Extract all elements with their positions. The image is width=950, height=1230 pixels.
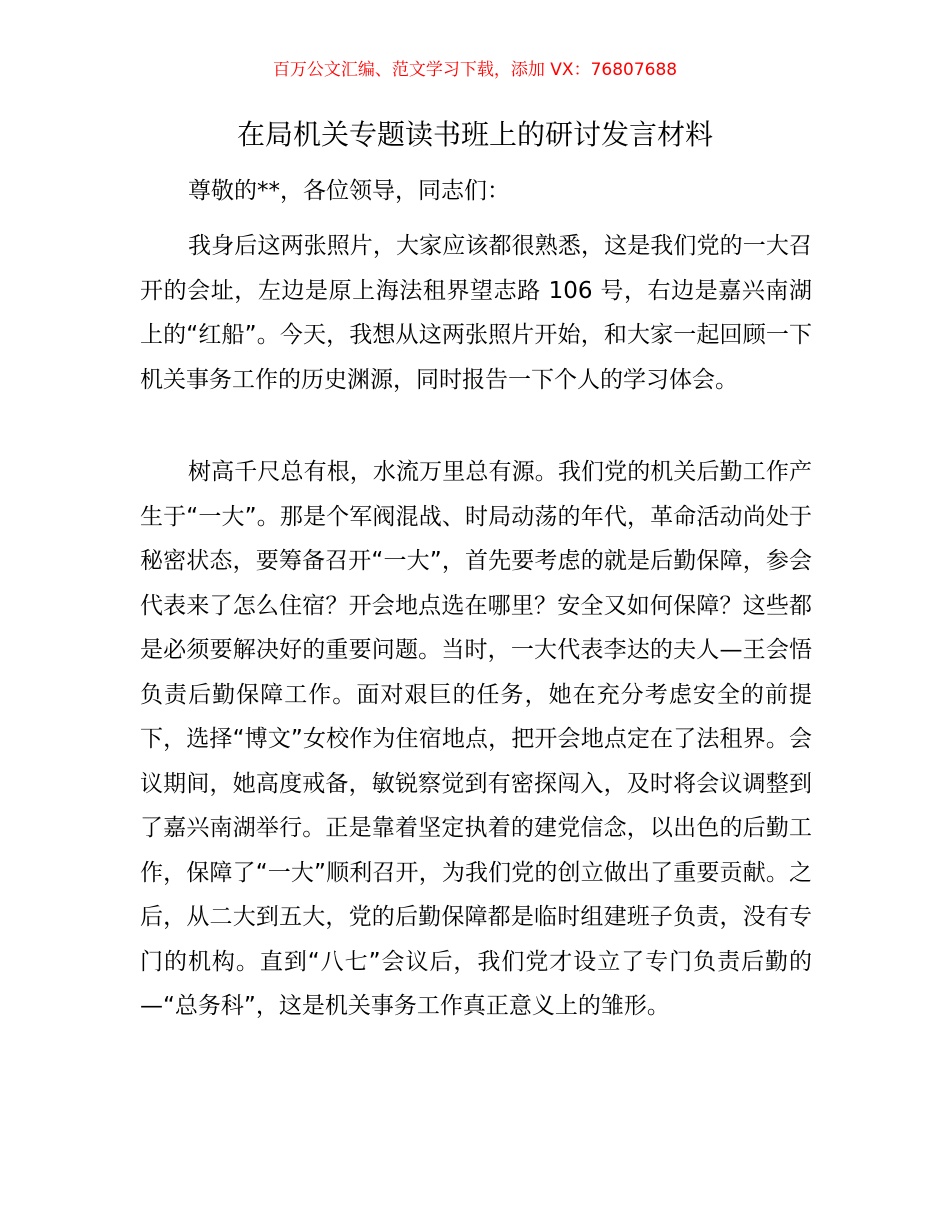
- document-title: 在局机关专题读书班上的研讨发言材料: [236, 118, 713, 151]
- salutation: 尊敬的**，各位领导，同志们：: [188, 178, 510, 204]
- paragraph: 树高千尺总有根，水流万里总有源。我们党的机关后勤工作产生于“一大”。那是个军阀混战、时局动荡的年代，革命活动尚处于秘密状态，要筹备召开“一大”，首先要考虑的就是后勤保障，参会代表来了怎么住宿？开会地点选在哪里？安全又如何保障？这些都是必须要解决好的重要问题。当时，一大代表李达的夫人—王会悟负责后勤保障工作。面对艰巨的任务，她在充分考虑安全的前提下，选择“博文”女校作为住宿地点，把开会地点定在了法租界。会议期间，她高度戒备，敏锐察觉到有密探闯入，及时将会议调整到了嘉兴南湖举行。正是靠着坚定执着的建党信念，以出色的后勤工作，保障了“一大”顺利召开，为我们党的创立做出了重要贡献。之后，从二大到五大，党的后勤保障都是临时组建班子负责，没有专门的机构。直到“八七”会议后，我们党才设立了专门负责后勤的—“总务科”，这是机关事务工作真正意义上的雏形。: [140, 459, 812, 1019]
- header-note: 百万公文汇编、范文学习下载，添加 VX：76807688: [272, 60, 678, 80]
- paragraph: 我身后这两张照片，大家应该都很熟悉，这是我们党的一大召开的会址，左边是原上海法租界望志路 106 号，右边是嘉兴南湖上的“红船”。今天，我想从这两张照片开始，和大家一起回顾一下机关事务工作的历史渊源，同时报告一下个人的学习体会。: [140, 233, 812, 393]
